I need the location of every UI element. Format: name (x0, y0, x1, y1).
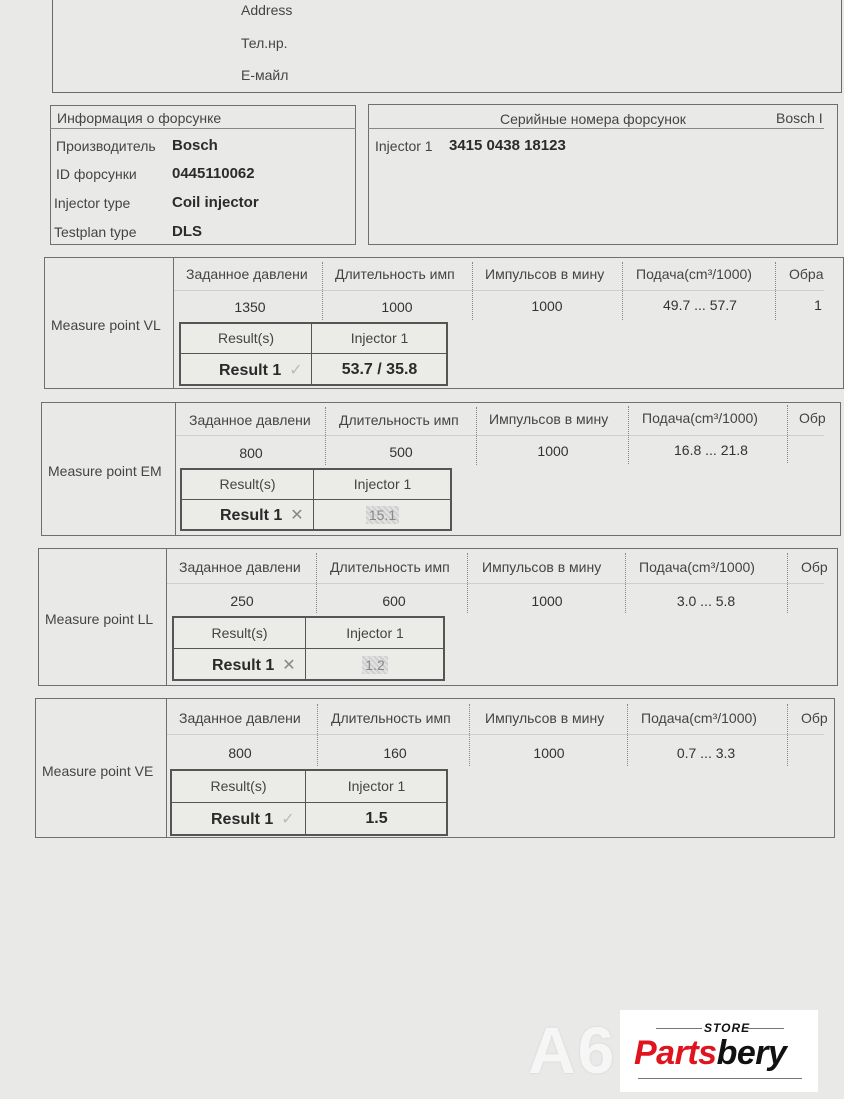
vl-name-divider (173, 257, 174, 389)
ve-result-table (170, 769, 448, 836)
ve-name: Measure point VE (42, 763, 154, 779)
em-col-duration: Длительность имп (339, 412, 459, 428)
vl-pressure: 1350 (234, 299, 266, 315)
ll-result-label: Result 1 ✕ (212, 657, 296, 674)
ve-result-value: 1.5 (365, 810, 388, 827)
ll-dotted-sep-3 (625, 553, 626, 613)
ll-col-delivery: Подача(cm³/1000) (639, 559, 755, 575)
em-result-table (180, 468, 452, 531)
ve-duration: 160 (383, 745, 407, 761)
ll-duration: 600 (382, 593, 406, 609)
ve-col-delivery: Подача(cm³/1000) (641, 710, 757, 726)
vl-result-table (179, 322, 448, 386)
manufacturer-value: Bosch (172, 137, 218, 154)
contact-box (52, 0, 842, 93)
vl-result-header-injector: Injector 1 (350, 330, 409, 346)
ve-result-label: Result 1 ✓ (211, 811, 295, 828)
ll-col-pressure: Заданное давлени (179, 559, 301, 575)
vl-pulses: 1000 (531, 298, 563, 314)
ll-delivery: 3.0 ... 5.8 (676, 593, 736, 609)
ll-result-table (172, 616, 445, 681)
logo-top-line-right (748, 1028, 784, 1029)
injector-id-value: 0445110062 (172, 165, 255, 182)
em-pulses: 1000 (537, 443, 569, 459)
ll-col-fragment: Обр (801, 559, 828, 575)
injector-type-value: Coil injector (172, 194, 259, 211)
ve-dotted-sep-4 (787, 704, 788, 766)
ve-result-header-injector: Injector 1 (347, 778, 406, 794)
logo-store-text: STORE (704, 1021, 751, 1035)
vl-dotted-sep-2 (472, 262, 473, 320)
ve-dotted-sep-1 (317, 704, 318, 766)
ll-dotted-sep-1 (316, 553, 317, 613)
em-result-header-label: Result(s) (219, 476, 276, 492)
em-name: Measure point EM (48, 463, 162, 479)
vl-result-value: 53.7 / 35.8 (341, 361, 418, 378)
ve-dotted-sep-3 (627, 704, 628, 766)
vl-result-label: Result 1 ✓ (219, 362, 303, 379)
em-dotted-sep-2 (476, 407, 477, 465)
ll-pulses: 1000 (531, 593, 563, 609)
vl-dotted-sep-3 (622, 262, 623, 320)
em-duration: 500 (389, 444, 413, 460)
ve-col-duration: Длительность имп (331, 710, 451, 726)
em-dotted-sep-4 (787, 405, 788, 463)
em-name-divider (175, 402, 176, 536)
injector-type-label: Injector type (54, 195, 131, 211)
page-watermark: A6 (528, 1013, 617, 1087)
serial-injector-label: Injector 1 (375, 138, 433, 154)
vl-header-divider (174, 290, 824, 291)
vl-col-pressure: Заданное давлени (186, 266, 308, 282)
ve-col-pressure: Заданное давлени (179, 710, 301, 726)
ve-name-divider (166, 698, 167, 838)
injector-info-divider (50, 128, 356, 129)
vl-col-pulses: Импульсов в мину (485, 266, 605, 282)
vl-name: Measure point VL (51, 317, 161, 333)
vl-extra: 1 (814, 297, 822, 313)
ve-col-pulses: Импульсов в мину (485, 710, 605, 726)
ll-name-divider (166, 548, 167, 686)
em-col-fragment: Обр (799, 410, 826, 426)
ll-result-header-label: Result(s) (211, 625, 268, 641)
em-col-delivery: Подача(cm³/1000) (642, 410, 758, 426)
logo-brand-rest: bery (716, 1034, 787, 1072)
ll-result-value: 1.2 (305, 656, 445, 675)
ve-pass-icon: ✓ (281, 811, 295, 828)
em-pressure: 800 (239, 445, 263, 461)
vl-dotted-sep-4 (775, 262, 776, 320)
em-result-header-injector: Injector 1 (353, 476, 412, 492)
em-dotted-sep-1 (325, 407, 326, 465)
ll-name: Measure point LL (45, 611, 154, 627)
vl-col-duration: Длительность имп (335, 266, 455, 282)
logo-top-line-left (656, 1028, 702, 1029)
ll-header-divider (167, 583, 824, 584)
ve-col-fragment: Обр (801, 710, 828, 726)
ll-col-duration: Длительность имп (330, 559, 450, 575)
em-fail-icon: ✕ (290, 507, 304, 524)
vl-duration: 1000 (381, 299, 413, 315)
logo-brand-name (634, 1034, 786, 1073)
manufacturer-label: Производитель (56, 138, 156, 154)
em-result-label: Result 1 ✕ (220, 507, 304, 524)
vl-delivery: 49.7 ... 57.7 (663, 297, 737, 313)
ll-col-pulses: Импульсов в мину (482, 559, 602, 575)
vl-col-delivery: Подача(cm³/1000) (636, 266, 752, 282)
serials-divider (368, 128, 824, 129)
logo-bottom-line (638, 1078, 802, 1079)
serials-brand-fragment: Bosch I (776, 110, 823, 126)
ve-result-header-label: Result(s) (210, 778, 267, 794)
em-dotted-sep-3 (628, 406, 629, 464)
ll-dotted-sep-4 (787, 553, 788, 613)
ve-header-divider (167, 734, 824, 735)
phone-label: Тел.нр. (241, 35, 288, 51)
em-col-pressure: Заданное давлени (189, 412, 311, 428)
email-label: Е-майл (241, 67, 289, 83)
logo-brand-accent: Parts (634, 1034, 717, 1072)
em-col-pulses: Импульсов в мину (489, 411, 609, 427)
ll-result-header-injector: Injector 1 (346, 625, 404, 641)
injector-id-label: ID форсунки (56, 166, 137, 182)
em-header-divider (176, 435, 824, 436)
serials-title: Серийные номера форсунок (500, 111, 686, 127)
ll-dotted-sep-2 (467, 553, 468, 613)
vl-col-fragment: Обра (789, 266, 824, 282)
ve-delivery: 0.7 ... 3.3 (676, 745, 736, 761)
ve-dotted-sep-2 (469, 704, 470, 766)
ve-pulses: 1000 (533, 745, 565, 761)
testplan-type-value: DLS (172, 223, 202, 240)
address-label: Address (241, 2, 293, 18)
ll-fail-icon: ✕ (282, 657, 296, 674)
vl-pass-icon: ✓ (289, 362, 303, 379)
ll-pressure: 250 (230, 593, 254, 609)
store-logo (620, 1010, 818, 1092)
vl-result-header-label: Result(s) (217, 330, 274, 346)
ve-pressure: 800 (228, 745, 252, 761)
em-delivery: 16.8 ... 21.8 (674, 442, 748, 458)
testplan-type-label: Testplan type (54, 224, 137, 240)
vl-dotted-sep-1 (322, 262, 323, 320)
injector-info-title: Информация о форсунке (57, 110, 222, 126)
serial-injector-value: 3415 0438 18123 (449, 137, 566, 154)
em-result-value: 15.1 (313, 506, 452, 525)
